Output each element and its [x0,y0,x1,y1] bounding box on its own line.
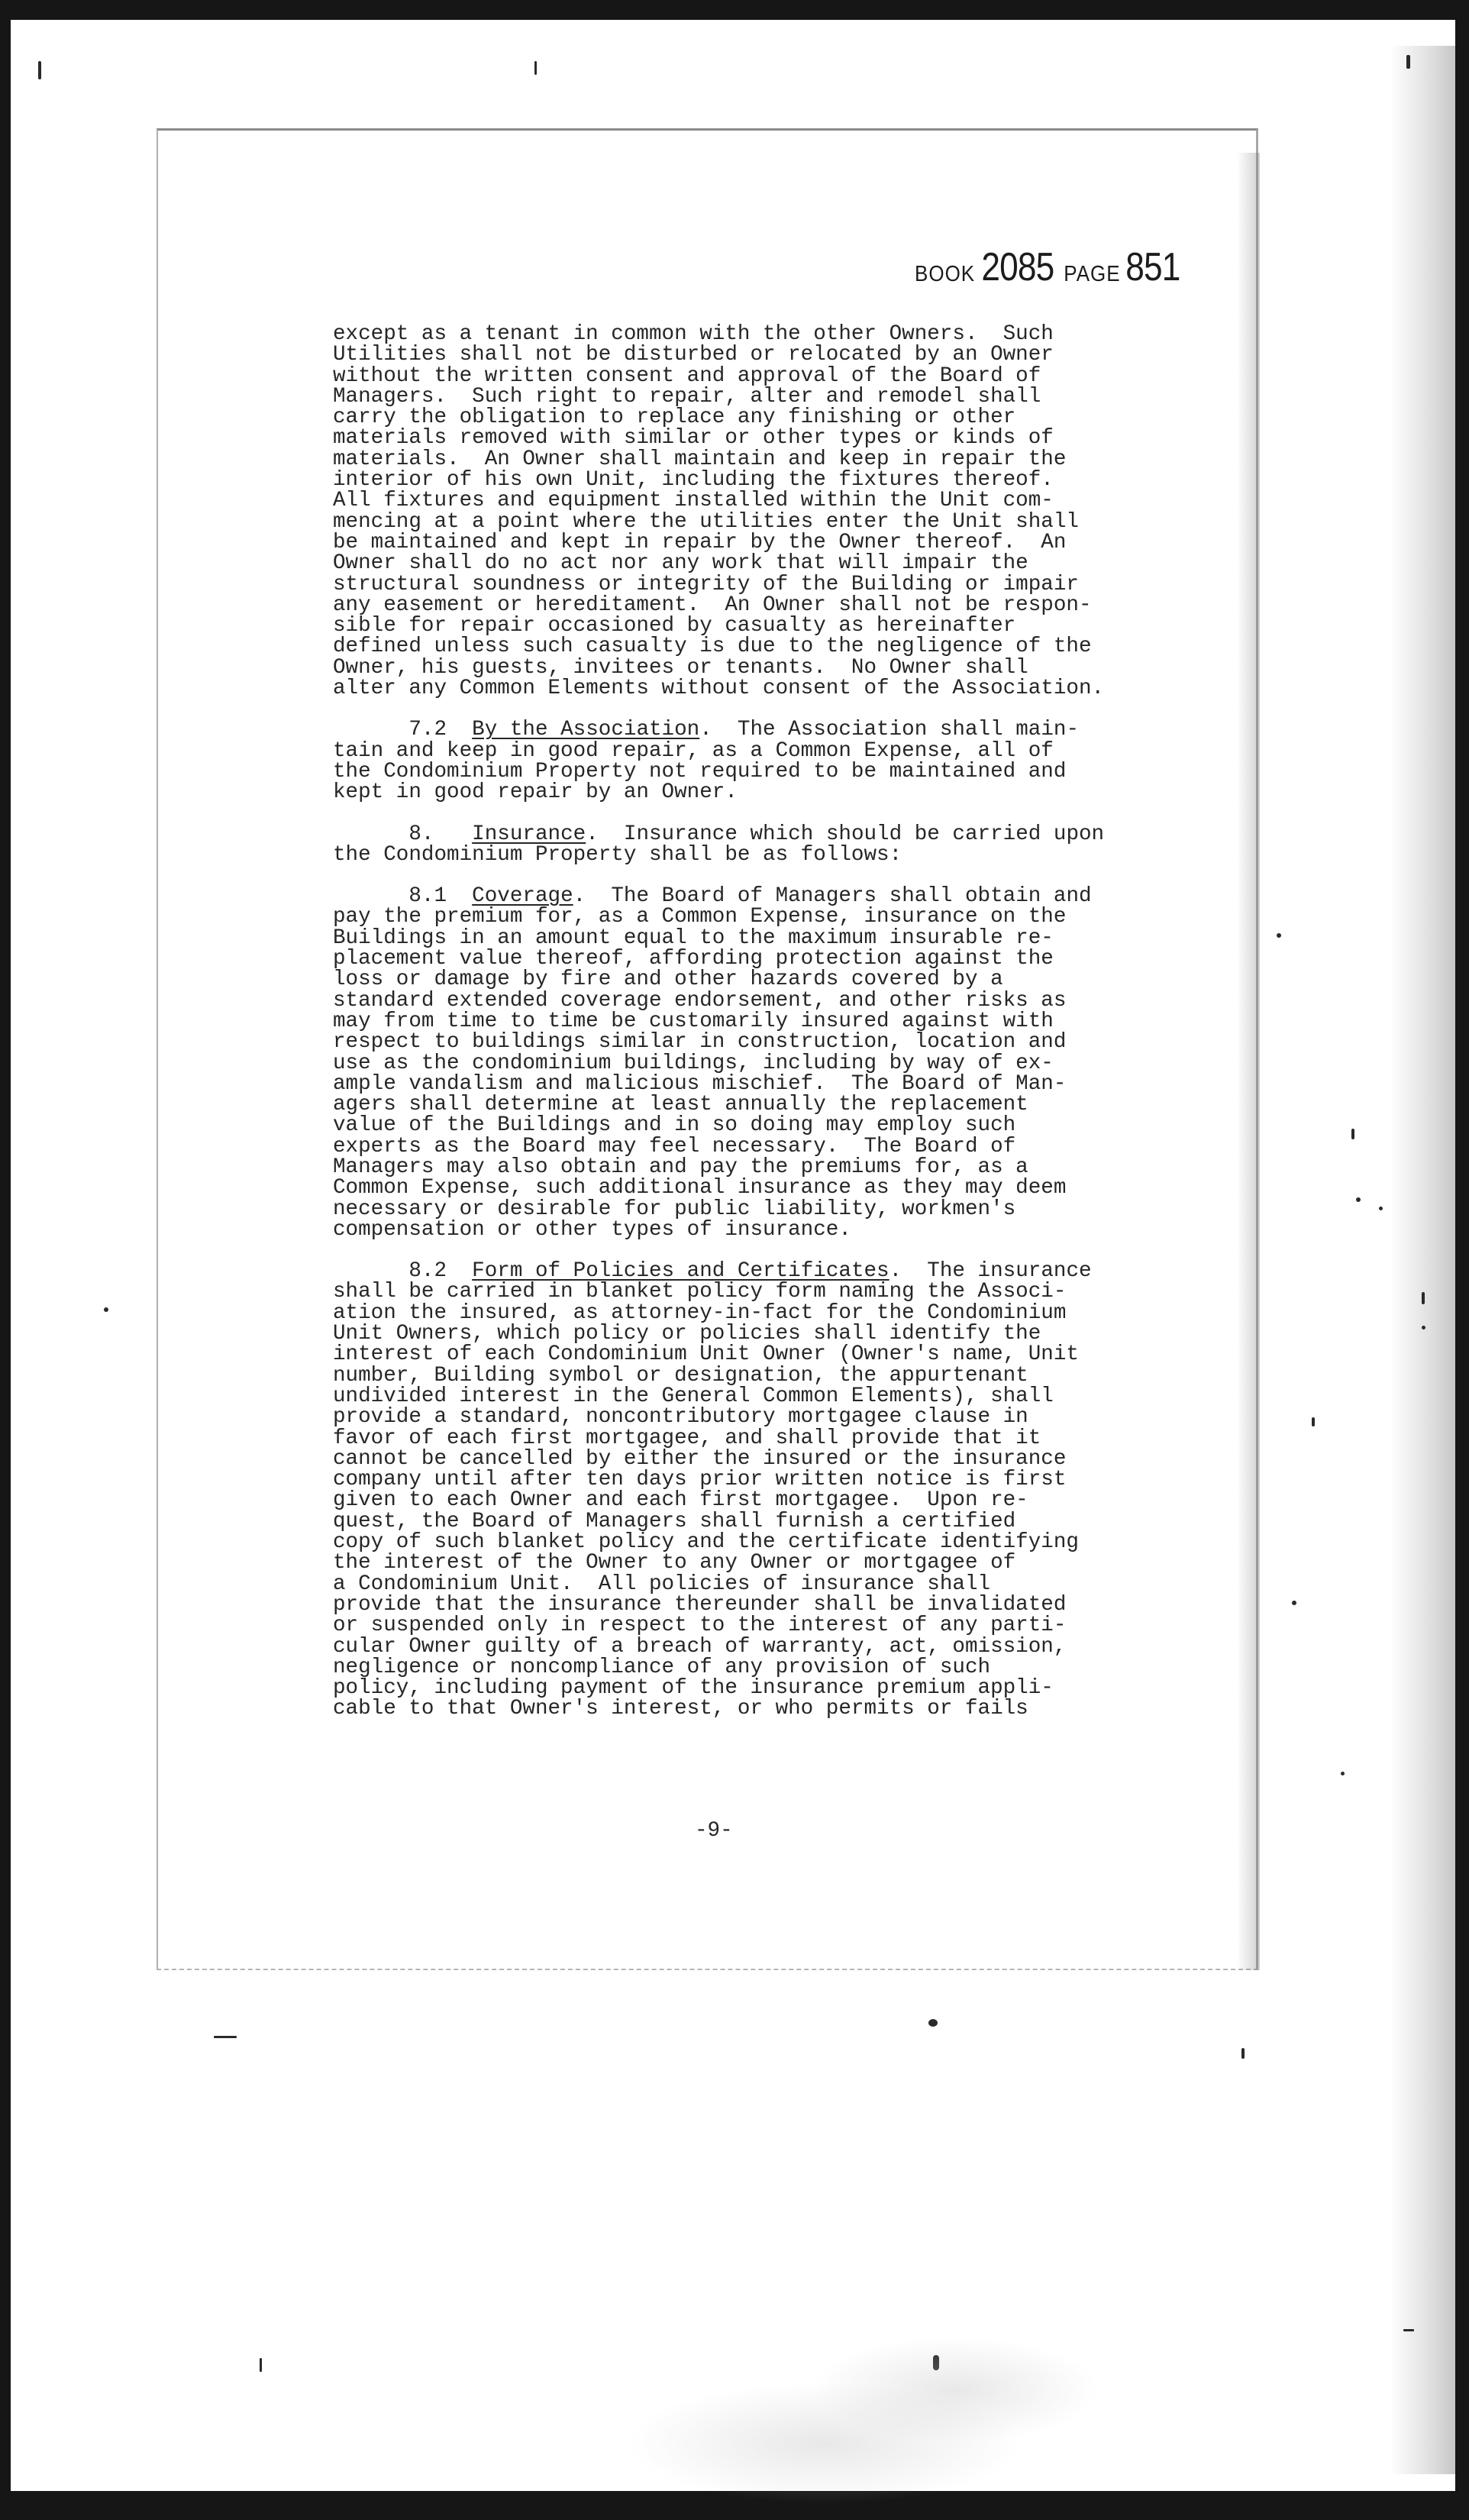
section-first-line [333,1259,1112,1284]
scan-speck [1241,2048,1245,2059]
text-line: policy, including payment of the insurance premium appli- [333,1676,1054,1701]
scan-speck [1351,1129,1354,1139]
section-8 [333,824,1112,866]
book-label: BOOK [915,260,976,286]
scan-smudge [809,2337,1099,2444]
scan-speck [928,2019,938,2027]
text-line: the interest of the Owner to any Owner or mortgagee of [333,1551,1016,1575]
scan-speck [1406,55,1410,69]
section-first-line-text: . The Board of Managers shall obtain and [573,884,1092,909]
text-line: loss or damage by fire and other hazards covered by a [333,968,1003,992]
text-line: standard extended coverage endorsement, and other risks as [333,988,1067,1013]
section-first-line [333,824,1112,845]
sheet-shadow [1237,153,1260,1970]
text-line: given to each Owner and each first mortgagee. Upon re- [333,1488,1028,1513]
text-line: pay the premium for, as a Common Expense, insurance on the [333,905,1067,929]
text-line: except as a tenant in common with the other Owners. Such [333,322,1054,346]
scan-speck [260,2358,262,2372]
scan-speck [1422,1326,1425,1329]
text-line: negligence or noncompliance of any provision of such [333,1655,991,1679]
text-line: number, Building symbol or designation, the appurtenant [333,1363,1028,1388]
text-line: value of the Buildings and in so doing may employ such [333,1113,1016,1138]
section-number: 7.2 [408,718,447,742]
text-line: respect to buildings similar in construction, location and [333,1030,1067,1055]
section-heading: By the Association [472,718,700,742]
text-line: be maintained and kept in repair by the Owner thereof. An [333,530,1067,554]
paragraph-gap [333,1240,1112,1261]
scan-speck [214,2036,237,2038]
text-line: agers shall determine at least annually the replacement [333,1093,1028,1117]
text-line: Common Expense, such additional insurance as they may deem [333,1176,1067,1200]
text-line: provide a standard, noncontributory mortgagee clause in [333,1405,1028,1430]
scan-speck [1312,1417,1315,1426]
page-label: PAGE [1064,260,1121,286]
page-footer-number: -9- [695,1819,733,1843]
scan-border-top [0,0,1469,20]
text-line: kept in good repair by an Owner. [333,780,738,805]
scan-border-left [0,0,11,2520]
text-line: necessary or desirable for public liability, workmen's [333,1197,1016,1221]
section-first-line-text: . The insurance [889,1259,1092,1284]
text-line: copy of such blanket policy and the certificate identifying [333,1530,1079,1555]
text-line: shall be carried in blanket policy form naming the Associ- [333,1280,1067,1304]
section-7-2 [333,719,1112,803]
text-line: ation the insured, as attorney-in-fact for the Condominium [333,1300,1067,1325]
scan-speck [1379,1207,1383,1210]
section-8-1 [333,886,1112,1240]
text-line: the Condominium Property not required to be maintained and [333,759,1067,783]
text-line: provide that the insurance thereunder shall be invalidated [333,1592,1067,1617]
text-line: may from time to time be customarily insured against with [333,1009,1054,1033]
text-line: any easement or hereditament. An Owner shall not be respon- [333,593,1092,617]
text-line: experts as the Board may feel necessary. The Board of [333,1134,1016,1158]
text-line: cular Owner guilty of a breach of warranty, act, omission, [333,1634,1067,1659]
section-8-2 [333,1261,1112,1720]
book-number: 2085 [981,245,1054,289]
text-line: company until after ten days prior written notice is first [333,1468,1067,1492]
text-line: cannot be cancelled by either the insured or the insurance [333,1446,1067,1471]
text-line: Buildings in an amount equal to the maximum insurable re- [333,926,1054,950]
text-line: materials removed with similar or other types or kinds of [333,426,1054,451]
text-line: ample vandalism and malicious mischief. The Board of Man- [333,1071,1067,1096]
text-line: compensation or other types of insurance. [333,1217,851,1242]
text-line: interest of each Condominium Unit Owner (Owner's name, Unit [333,1342,1079,1367]
text-line: favor of each first mortgagee, and shall provide that it [333,1426,1041,1450]
text-line: Utilities shall not be disturbed or relocated by an Owner [333,343,1054,367]
scan-speck [1356,1197,1361,1202]
page-number-stamp: 851 [1125,245,1180,289]
text-line: defined unless such casualty is due to the negligence of the [333,635,1092,659]
section-first-line [333,719,1112,740]
section-first-line-text: . Insurance which should be carried upon [586,822,1105,846]
text-line: Managers. Such right to repair, alter and remodel shall [333,384,1041,409]
text-line: Unit Owners, which policy or policies shall identify the [333,1322,1041,1346]
section-heading: Coverage [472,884,573,909]
paragraph-gap [333,803,1112,824]
text-line: alter any Common Elements without consent of the Association. [333,677,1105,701]
scan-border-right [1455,0,1469,2520]
book-page-stamp [915,244,1184,290]
section-first-line-text: . The Association shall main- [699,718,1080,742]
section-heading: Insurance [472,822,586,846]
scan-edge-shading [1390,46,1455,2474]
paragraph-maintenance-by-owner [333,324,1112,699]
scan-speck [534,61,537,75]
scan-speck [38,61,41,79]
text-line: materials. An Owner shall maintain and keep in repair the [333,447,1067,471]
scan-speck [1341,1772,1345,1775]
text-line: interior of his own Unit, including the fixtures thereof. [333,468,1054,493]
text-line: Managers may also obtain and pay the premiums for, as a [333,1155,1028,1179]
text-line: use as the condominium buildings, including by way of ex- [333,1051,1054,1075]
document-body [333,324,1112,1720]
section-number: 8.1 [408,884,447,909]
section-heading: Form of Policies and Certificates [472,1259,889,1284]
text-line: a Condominium Unit. All policies of insurance shall [333,1572,991,1596]
scan-speck [1277,933,1281,938]
text-line: Owner shall do no act nor any work that will impair the [333,551,1028,576]
text-line: carry the obligation to replace any finishing or other [333,405,1016,430]
section-number: 8.2 [408,1259,447,1284]
scan-speck [1422,1292,1425,1304]
text-line: placement value thereof, affording protection against the [333,947,1054,971]
paragraph-gap [333,699,1112,719]
scan-speck [1403,2329,1414,2331]
text-line: All fixtures and equipment installed within the Unit com- [333,489,1054,513]
section-number: 8. [408,822,434,846]
text-line: cable to that Owner's interest, or who permits or fails [333,1697,1028,1721]
scan-speck [1292,1601,1296,1605]
text-line: or suspended only in respect to the interest of any parti- [333,1614,1067,1638]
text-line: without the written consent and approval of the Board of [333,363,1041,388]
section-first-line [333,884,1112,909]
paragraph-gap [333,865,1112,886]
text-line: Owner, his guests, invitees or tenants. No Owner shall [333,655,1028,680]
text-line: the Condominium Property shall be as follows: [333,842,902,867]
text-line: quest, the Board of Managers shall furnish a certified [333,1509,1016,1533]
text-line: structural soundness or integrity of the Building or impair [333,572,1079,596]
scan-speck [104,1307,108,1312]
text-line: sible for repair occasioned by casualty as hereinafter [333,614,1016,638]
text-line: tain and keep in good repair, as a Common Expense, all of [333,738,1054,763]
text-line: mencing at a point where the utilities enter the Unit shall [333,509,1079,534]
text-line: undivided interest in the General Common Elements), shall [333,1384,1054,1408]
